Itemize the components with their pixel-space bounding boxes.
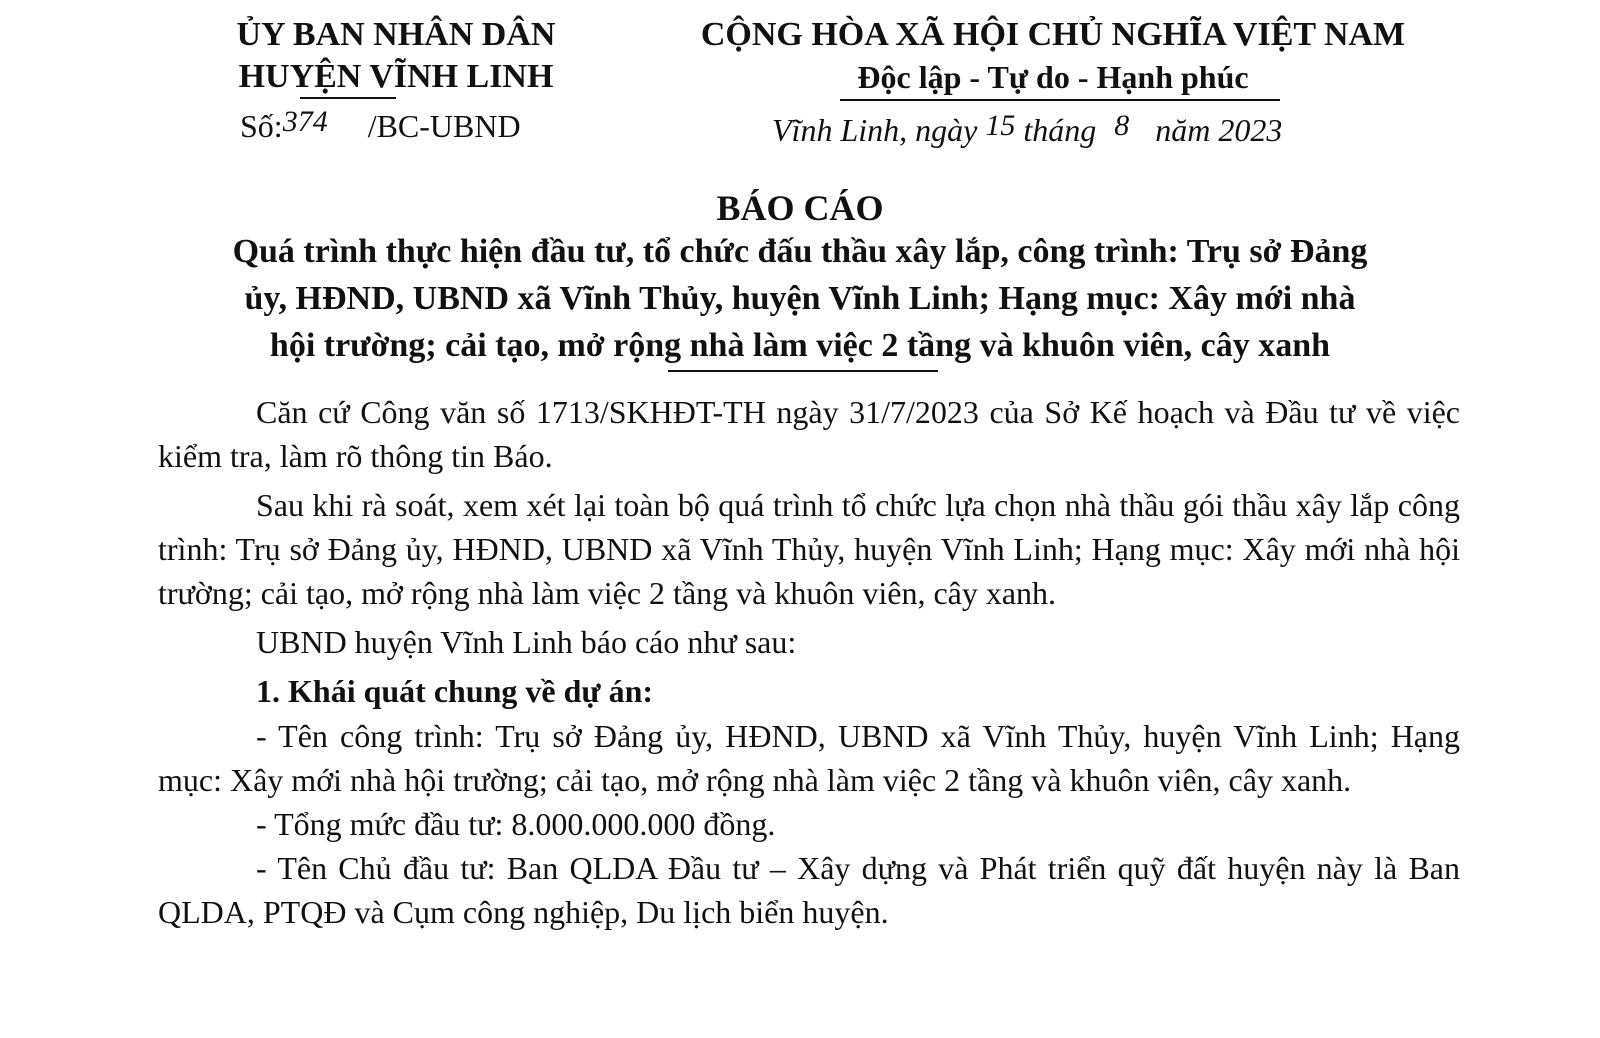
national-motto: Độc lập - Tự do - Hạnh phúc [857, 59, 1249, 95]
authority-underline [300, 97, 396, 99]
number-prefix: Số: [240, 108, 283, 144]
subject-line-1: Quá trình thực hiện đầu tư, tổ chức đấu thầu xây lắp, công trình: Trụ sở Đảng [232, 233, 1368, 270]
date-prefix: Vĩnh Linh, ngày [772, 112, 978, 148]
document-body [158, 390, 1460, 934]
paragraph-review: Sau khi rà soát, xem xét lại toàn bộ quá trình tổ chức lựa chọn nhà thầu gói thầu xây lắp công trình: Trụ sở Đảng ủy, HĐND, UBND xã Vĩnh Thủy, huyện Vĩnh Linh; Hạng mục: Xây mới nhà hội trường; cải tạo, mở rộng nhà làm việc 2 tầng và khuôn viên, cây xanh. [158, 487, 1460, 611]
document-subject [150, 228, 1450, 369]
section-heading: 1. Khái quát chung về dự án: [256, 673, 654, 709]
place-date [772, 106, 1282, 156]
national-header [676, 14, 1430, 98]
motto-underline [840, 99, 1280, 101]
paragraph-intro: UBND huyện Vĩnh Linh báo cáo như sau: [256, 624, 797, 660]
nation-name: CỘNG HÒA XÃ HỘI CHỦ NGHĨA VIỆT NAM [700, 16, 1406, 53]
authority-line-2: HUYỆN VĨNH LINH [238, 58, 554, 95]
date-day: 15 [985, 109, 1016, 142]
number-value: 374 [282, 105, 328, 138]
subject-line-2: ủy, HĐND, UBND xã Vĩnh Thủy, huyện Vĩnh Linh; Hạng mục: Xây mới nhà [244, 280, 1356, 317]
list-item-total-investment: - Tổng mức đầu tư: 8.000.000.000 đồng. [256, 806, 776, 842]
paragraph-basis: Căn cứ Công văn số 1713/SKHĐT-TH ngày 31/7/2023 của Sở Kế hoạch và Đầu tư về việc kiểm tra, làm rõ thông tin Báo. [158, 394, 1460, 474]
date-month: 8 [1114, 109, 1130, 142]
subject-underline [668, 370, 938, 372]
number-suffix: /BC-UBND [367, 108, 521, 144]
list-item-project-name: - Tên công trình: Trụ sở Đảng ủy, HĐND, UBND xã Vĩnh Thủy, huyện Vĩnh Linh; Hạng mục: Xây mới nhà hội trường; cải tạo, mở rộng nhà làm việc 2 tầng và khuôn viên, cây xanh. [158, 718, 1460, 798]
date-year: năm 2023 [1155, 112, 1283, 148]
date-month-word: tháng [1023, 112, 1097, 148]
subject-line-3: hội trường; cải tạo, mở rộng nhà làm việc 2 tầng và khuôn viên, cây xanh [269, 327, 1331, 364]
document-number [240, 104, 521, 150]
authority-line-1: ỦY BAN NHÂN DÂN [236, 16, 556, 53]
document-type: BÁO CÁO [716, 188, 884, 228]
issuing-authority [196, 14, 596, 98]
list-item-investor: - Tên Chủ đầu tư: Ban QLDA Đầu tư – Xây dựng và Phát triển quỹ đất huyện này là Ban QLDA, PTQĐ và Cụm công nghiệp, Du lịch biển huyện. [158, 850, 1460, 930]
